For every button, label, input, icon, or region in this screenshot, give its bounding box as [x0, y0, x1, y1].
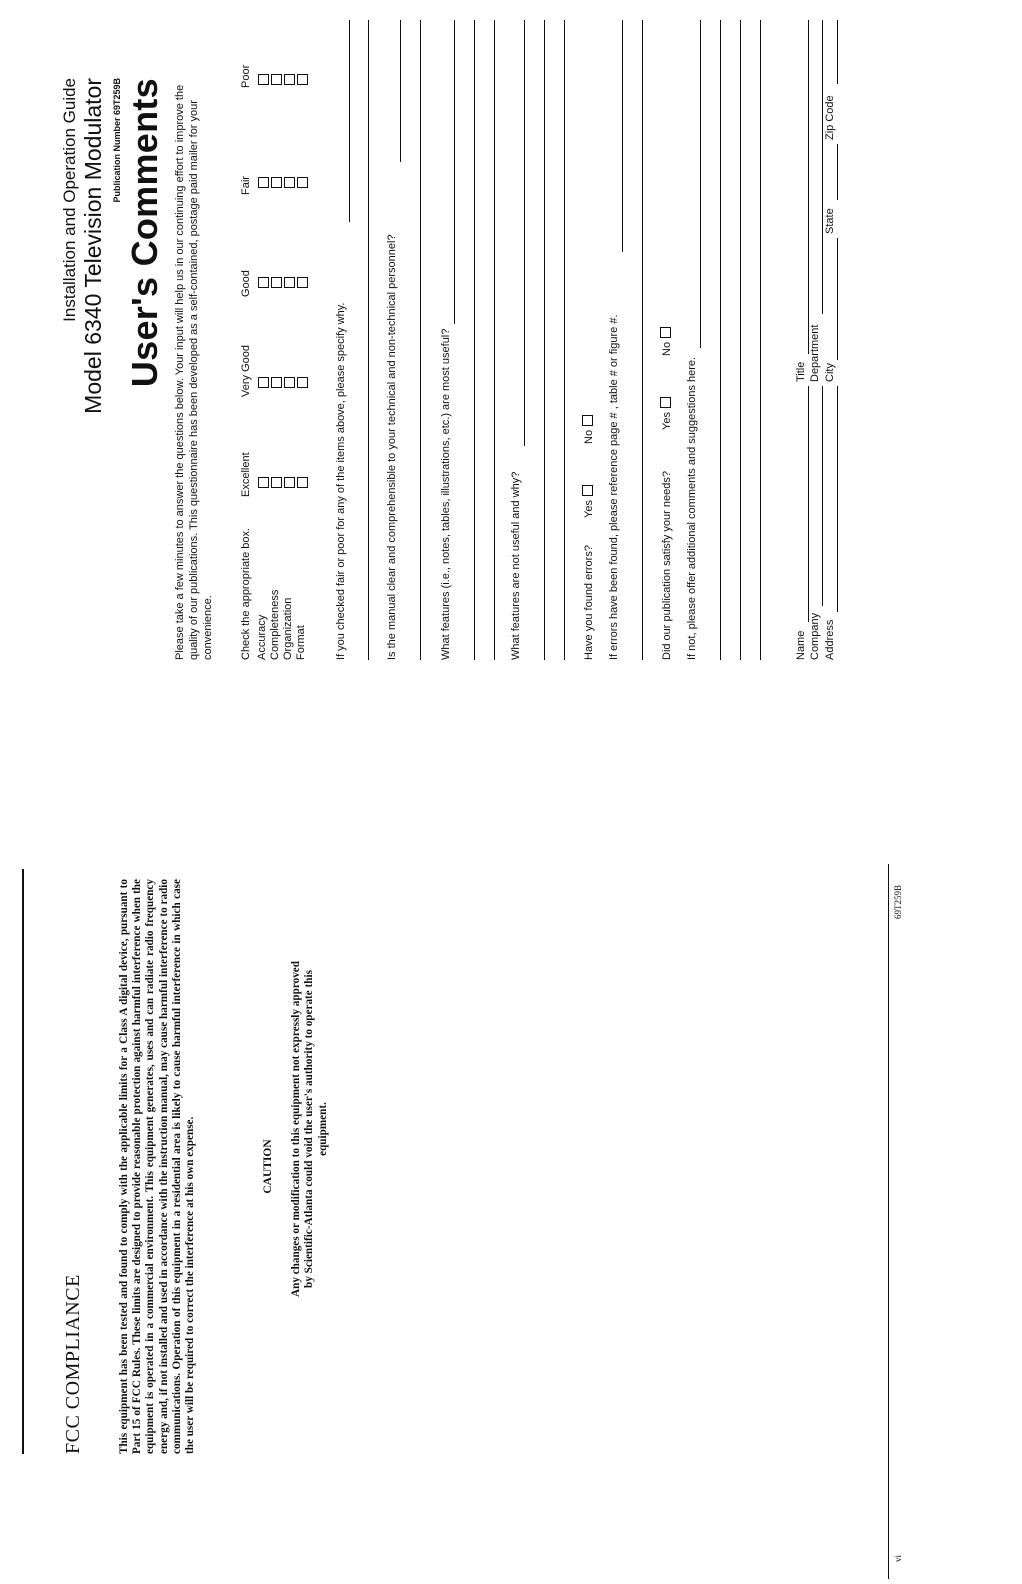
answer-line[interactable]	[349, 20, 350, 222]
answer-line[interactable]	[564, 20, 565, 660]
zip-label: Zip Code	[824, 95, 836, 140]
answer-line[interactable]	[544, 20, 545, 660]
rating-checkbox[interactable]	[258, 177, 269, 188]
rating-checkbox[interactable]	[297, 477, 308, 488]
answer-line[interactable]	[474, 20, 475, 660]
department-label: Department	[809, 324, 821, 382]
no-label: No	[583, 429, 595, 444]
satisfy-no-checkbox[interactable]	[660, 327, 671, 338]
question-satisfy	[660, 327, 673, 660]
model-title: Model 6340 Television Modulator	[80, 78, 106, 414]
rating-checkbox[interactable]	[297, 277, 308, 288]
row-label: Completeness	[269, 589, 281, 660]
question-useful: What features (i.e., notes, tables, illustrations, etc.) are most useful?	[440, 328, 452, 660]
rating-checkbox[interactable]	[258, 377, 269, 388]
fcc-body-text: This equipment has been tested and found to comply with the applicable limits for a Class A digital device, pursuant to Part 15 of FCC Rules. These limits are designed to provide reasonable protection against harmful interference when the equipment is operated in a commercial environment. This equipment generates, uses and can radiate radio frequency energy and, if not installed and used in accordance with the instruction manual, may cause harmful interference to radio communications. Operation of this equipment in a residential area is likely to cause harmful interference in which case the user will be required to correct the interference at his own expense.	[118, 879, 197, 1454]
caution-heading: CAUTION	[262, 1139, 274, 1194]
answer-line[interactable]	[420, 20, 421, 660]
state-label: State	[824, 208, 836, 234]
rating-header: Very Good	[240, 345, 252, 397]
yes-label: Yes	[661, 412, 673, 430]
rating-checkbox[interactable]	[297, 377, 308, 388]
answer-line[interactable]	[740, 20, 741, 660]
rating-checkbox[interactable]	[284, 74, 295, 85]
city-field[interactable]	[837, 238, 838, 360]
city-label: City	[824, 363, 836, 382]
users-comments-form	[0, 0, 1022, 784]
row-label: Organization	[282, 597, 294, 660]
rating-checkbox[interactable]	[271, 477, 282, 488]
answer-line[interactable]	[622, 20, 623, 252]
rating-header: Excellent	[240, 452, 252, 497]
company-label: Company	[809, 612, 821, 660]
company-field[interactable]	[822, 386, 823, 606]
answer-line[interactable]	[400, 20, 401, 162]
question-additional: If not, please offer additional comments and suggestions here.	[686, 356, 698, 660]
answer-line[interactable]	[494, 20, 495, 660]
rating-header: Fair	[240, 176, 252, 195]
state-field[interactable]	[837, 144, 838, 200]
name-field[interactable]	[808, 386, 809, 622]
fcc-title: FCC COMPLIANCE	[62, 1274, 84, 1454]
errors-no-checkbox[interactable]	[582, 415, 593, 426]
answer-line[interactable]	[760, 20, 761, 660]
answer-line[interactable]	[524, 20, 525, 446]
row-label: Accuracy	[256, 614, 268, 660]
zip-field[interactable]	[837, 20, 838, 84]
top-rule	[22, 869, 24, 1454]
question-clear: Is the manual clear and comprehensible to your technical and non-technical personnel?	[386, 234, 398, 660]
rating-checkbox[interactable]	[284, 277, 295, 288]
rating-checkbox[interactable]	[284, 377, 295, 388]
answer-line[interactable]	[454, 20, 455, 324]
answer-line[interactable]	[368, 20, 369, 660]
form-title: User's Comments	[124, 78, 165, 388]
title-label: Title	[795, 361, 807, 382]
satisfy-yes-checkbox[interactable]	[660, 397, 671, 408]
answer-line[interactable]	[642, 20, 643, 660]
intro-text: Please take a few minutes to answer the questions below. Your input will help us in our continuing effort to improve the quality of our publications. This questionnaire has been developed as a self-contained, postage paid mailer for your convenience.	[174, 84, 214, 660]
rating-checkbox[interactable]	[258, 74, 269, 85]
rating-header: Poor	[240, 64, 252, 88]
document-number: 69T259B	[893, 884, 903, 919]
question-errors-ref: If errors have been found, please reference page # , table # or figure #.	[608, 314, 620, 660]
address-label: Address	[824, 619, 836, 660]
rating-checkbox[interactable]	[271, 377, 282, 388]
table-prompt: Check the appropriate box.	[240, 527, 252, 660]
rating-checkbox[interactable]	[271, 177, 282, 188]
rating-checkbox[interactable]	[271, 74, 282, 85]
rating-checkbox[interactable]	[284, 477, 295, 488]
rating-checkbox[interactable]	[258, 277, 269, 288]
no-label: No	[661, 341, 673, 356]
row-label: Format	[295, 625, 307, 660]
page-number: vi	[893, 1554, 903, 1562]
address-field[interactable]	[837, 386, 838, 612]
fcc-compliance-page	[0, 784, 1022, 1584]
errors-yes-checkbox[interactable]	[582, 485, 593, 496]
question-not-useful: What features are not useful and why?	[510, 471, 522, 660]
name-label: Name	[795, 630, 807, 660]
rating-header: Good	[240, 270, 252, 297]
guide-title: Installation and Operation Guide	[60, 78, 79, 322]
question-errors-label: Have you found errors?	[583, 545, 595, 660]
rating-checkbox[interactable]	[297, 177, 308, 188]
title-field[interactable]	[808, 20, 809, 354]
department-field[interactable]	[822, 20, 823, 314]
publication-number: Publication Number 69T259B	[112, 78, 122, 203]
question-fair-poor: If you checked fair or poor for any of the items above, please specify why.	[335, 302, 347, 660]
rating-checkbox[interactable]	[297, 74, 308, 85]
caution-text: Any changes or modification to this equipment not expressly approved by Scientific-Atlanta could void the user's authority to operate this equipment.	[290, 961, 329, 1297]
yes-label: Yes	[583, 500, 595, 518]
bottom-rule	[888, 864, 889, 1579]
rating-checkbox[interactable]	[271, 277, 282, 288]
answer-line[interactable]	[700, 20, 701, 348]
question-errors	[582, 415, 595, 660]
answer-line[interactable]	[720, 20, 721, 660]
question-satisfy-label: Did our publication satisfy your needs?	[661, 471, 673, 660]
rating-checkbox[interactable]	[284, 177, 295, 188]
rating-checkbox[interactable]	[258, 477, 269, 488]
